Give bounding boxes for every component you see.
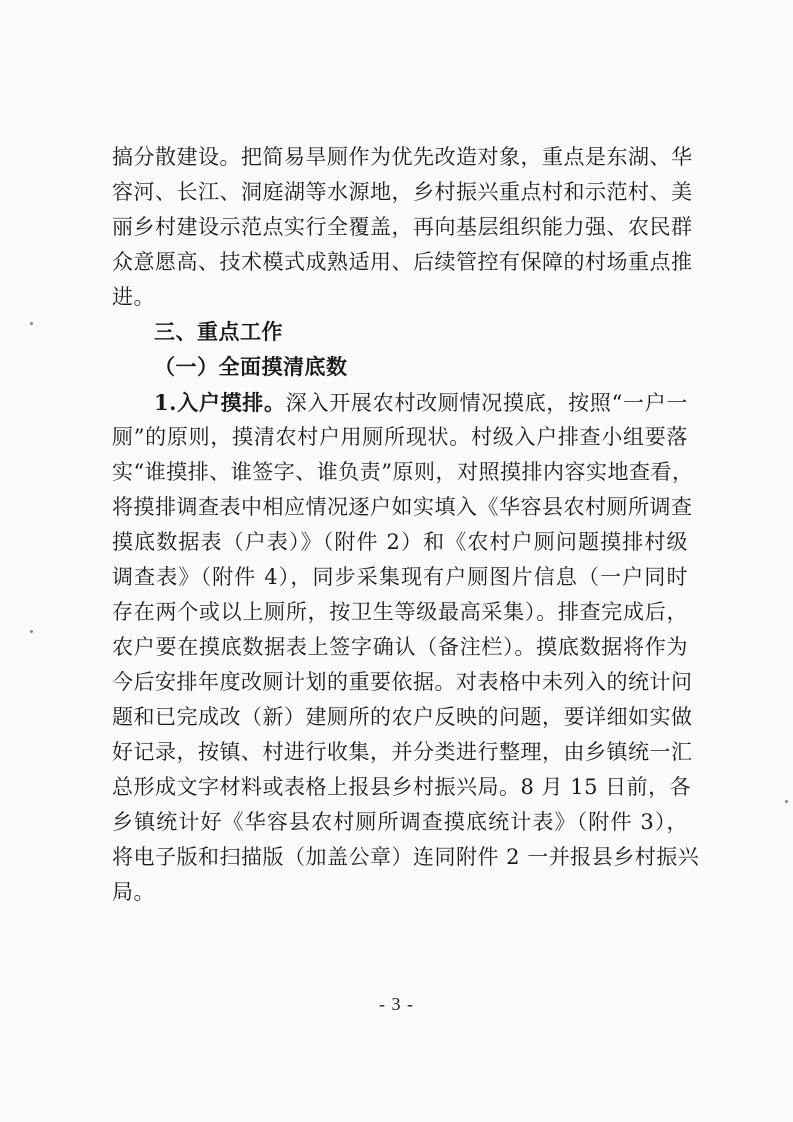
paragraph-line: 农户要在摸底数据表上签字确认（备注栏）。摸底数据将作为: [112, 635, 688, 659]
paragraph-line: 今后安排年度改厕计划的重要依据。对表格中未列入的统计问: [112, 670, 693, 694]
paragraph-line: 众意愿高、技术模式成熟适用、后续管控有保障的村场重点推: [112, 250, 693, 274]
paragraph-line: 将摸排调查表中相应情况逐户如实填入《华容县农村厕所调查: [112, 495, 693, 519]
paragraph-line: 局。: [112, 880, 155, 904]
paragraph-line: 调查表》（附件 4），同步采集现有户厕图片信息（一户同时: [112, 565, 688, 589]
item-first-line-text: 深入开展农村改厕情况摸底，按照“一户一: [285, 391, 688, 415]
paragraph-line: 乡镇统计好《华容县农村厕所调查摸底统计表》（附件 3），: [112, 810, 688, 834]
item-label: 1.入户摸排。: [154, 390, 286, 415]
paragraph-line: 搞分散建设。把简易旱厕作为优先改造对象，重点是东湖、华: [112, 145, 693, 169]
paragraph-line: 实“谁摸排、谁签字、谁负责”原则，对照摸排内容实地查看，: [112, 460, 694, 484]
paragraph-line: 进。: [112, 285, 155, 309]
paragraph-line: 容河、长江、洞庭湖等水源地，乡村振兴重点村和示范村、美: [112, 180, 693, 204]
paragraph-line: 总形成文字材料或表格上报县乡村振兴局。8 月 15 日前，各: [112, 775, 692, 799]
paragraph-line: 丽乡村建设示范点实行全覆盖，再向基层组织能力强、农民群: [112, 215, 693, 239]
paragraph-line: 存在两个或以上厕所，按卫生等级最高采集）。排查完成后，: [112, 600, 688, 624]
scan-speck: [30, 630, 33, 633]
document-body: [112, 140, 700, 910]
page-number: - 3 -: [379, 994, 414, 1014]
paragraph-line: 摸底数据表（户表）》（附件 2）和《农村户厕问题摸排村级: [112, 530, 688, 554]
item-first-line: [112, 385, 688, 420]
section-heading: 三、重点工作: [154, 320, 283, 344]
scan-speck: [30, 322, 33, 325]
paragraph-line: 题和已完成改（新）建厕所的农户反映的问题，要详细如实做: [112, 705, 693, 729]
paragraph-line: 好记录，按镇、村进行收集，并分类进行整理，由乡镇统一汇: [112, 740, 693, 764]
paragraph-line: 厕”的原则，摸清农村户用厕所现状。村级入户排查小组要落: [112, 425, 688, 449]
paragraph-line: 将电子版和扫描版（加盖公章）连同附件 2 一并报县乡村振兴: [112, 845, 700, 869]
subsection-heading: （一）全面摸清底数: [154, 355, 348, 379]
scan-speck: [785, 800, 788, 803]
